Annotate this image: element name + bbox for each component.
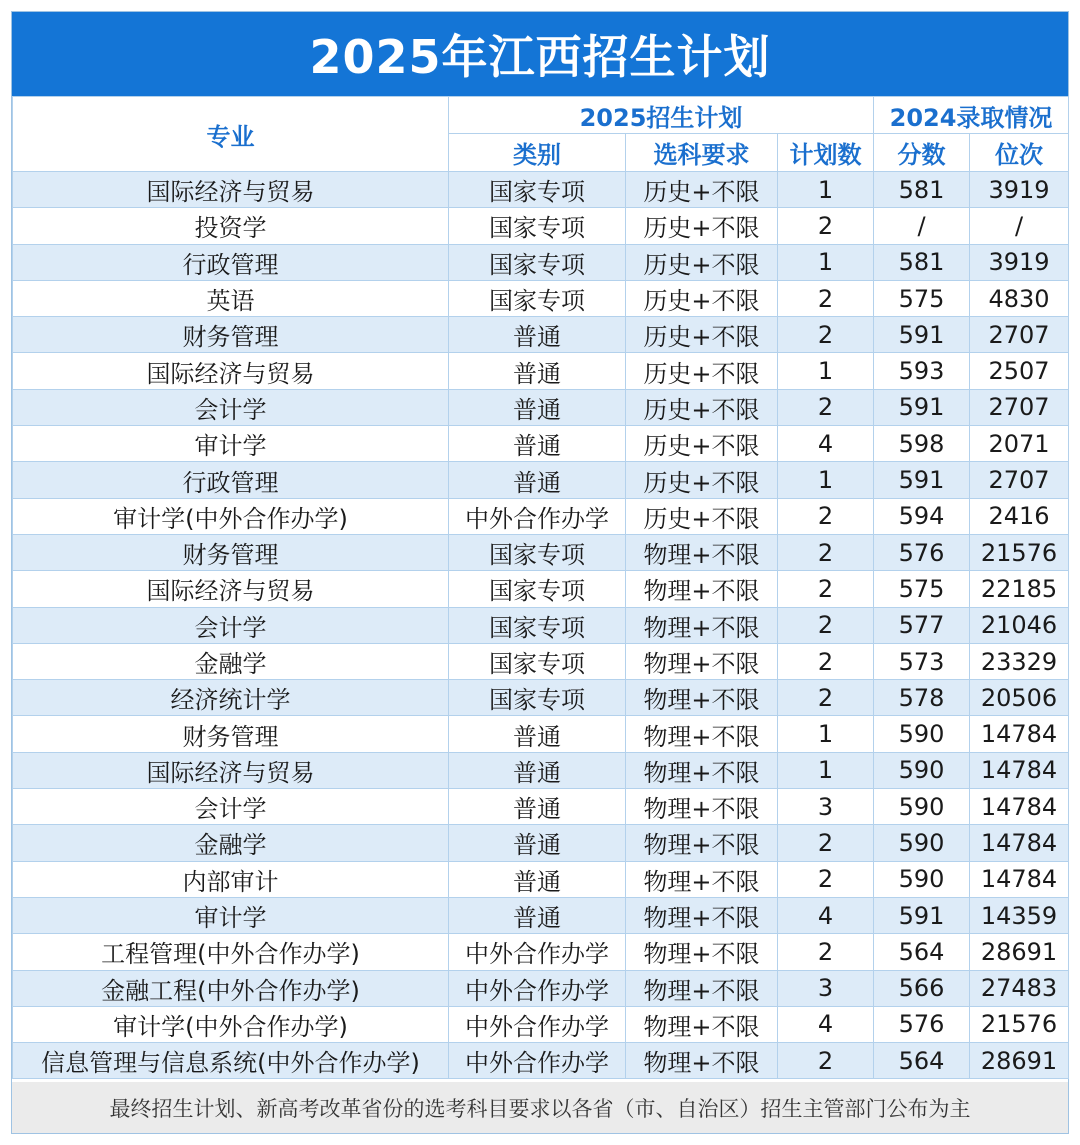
cell-major: 英语 [13, 280, 449, 316]
cell-score: 591 [874, 317, 970, 353]
cell-subjects: 历史+不限 [626, 498, 778, 534]
cell-category: 普通 [449, 389, 626, 425]
admission-table [12, 96, 1069, 1079]
cell-score: 576 [874, 1006, 970, 1042]
cell-subjects: 历史+不限 [626, 426, 778, 462]
cell-category: 国家专项 [449, 208, 626, 244]
cell-rank: 14784 [970, 752, 1069, 788]
cell-plan-count: 1 [778, 172, 874, 208]
cell-plan-count: 2 [778, 317, 874, 353]
cell-score: 564 [874, 1043, 970, 1079]
cell-plan-count: 2 [778, 825, 874, 861]
table-row [13, 1043, 1069, 1079]
cell-major: 审计学(中外合作办学) [13, 498, 449, 534]
cell-rank: 3919 [970, 172, 1069, 208]
cell-score: / [874, 208, 970, 244]
cell-score: 593 [874, 353, 970, 389]
page-title: 2025年江西招生计划 [12, 12, 1068, 96]
cell-score: 590 [874, 789, 970, 825]
cell-rank: 14784 [970, 825, 1069, 861]
cell-major: 财务管理 [13, 534, 449, 570]
cell-subjects: 物理+不限 [626, 1006, 778, 1042]
cell-major: 财务管理 [13, 716, 449, 752]
cell-plan-count: 2 [778, 534, 874, 570]
cell-major: 金融工程(中外合作办学) [13, 970, 449, 1006]
cell-score: 566 [874, 970, 970, 1006]
cell-rank: 21046 [970, 607, 1069, 643]
cell-major: 金融学 [13, 825, 449, 861]
cell-subjects: 物理+不限 [626, 970, 778, 1006]
cell-subjects: 历史+不限 [626, 208, 778, 244]
cell-score: 578 [874, 680, 970, 716]
table-row [13, 571, 1069, 607]
cell-rank: 14784 [970, 789, 1069, 825]
cell-category: 中外合作办学 [449, 498, 626, 534]
cell-plan-count: 3 [778, 970, 874, 1006]
cell-plan-count: 1 [778, 716, 874, 752]
cell-score: 594 [874, 498, 970, 534]
cell-score: 590 [874, 861, 970, 897]
table-row [13, 534, 1069, 570]
cell-category: 普通 [449, 752, 626, 788]
cell-major: 内部审计 [13, 861, 449, 897]
cell-rank: 20506 [970, 680, 1069, 716]
cell-plan-count: 2 [778, 1043, 874, 1079]
cell-rank: 3919 [970, 244, 1069, 280]
cell-category: 中外合作办学 [449, 1043, 626, 1079]
table-row [13, 353, 1069, 389]
cell-plan-count: 4 [778, 1006, 874, 1042]
table-row [13, 897, 1069, 933]
cell-category: 普通 [449, 716, 626, 752]
cell-category: 中外合作办学 [449, 970, 626, 1006]
header-plan-group: 2025招生计划 [449, 97, 874, 134]
cell-rank: 28691 [970, 1043, 1069, 1079]
cell-category: 普通 [449, 861, 626, 897]
cell-subjects: 物理+不限 [626, 897, 778, 933]
cell-subjects: 物理+不限 [626, 716, 778, 752]
cell-rank: 21576 [970, 1006, 1069, 1042]
cell-subjects: 物理+不限 [626, 789, 778, 825]
cell-plan-count: 2 [778, 607, 874, 643]
cell-category: 普通 [449, 825, 626, 861]
cell-plan-count: 4 [778, 897, 874, 933]
table-row [13, 752, 1069, 788]
cell-category: 国家专项 [449, 680, 626, 716]
cell-subjects: 历史+不限 [626, 317, 778, 353]
cell-score: 575 [874, 280, 970, 316]
cell-rank: 2707 [970, 317, 1069, 353]
cell-category: 国家专项 [449, 643, 626, 679]
cell-plan-count: 1 [778, 752, 874, 788]
table-row [13, 643, 1069, 679]
header-score: 分数 [874, 134, 970, 172]
cell-rank: 2707 [970, 462, 1069, 498]
cell-subjects: 历史+不限 [626, 244, 778, 280]
cell-subjects: 历史+不限 [626, 462, 778, 498]
cell-plan-count: 4 [778, 426, 874, 462]
cell-category: 国家专项 [449, 534, 626, 570]
cell-major: 国际经济与贸易 [13, 752, 449, 788]
cell-plan-count: 1 [778, 462, 874, 498]
cell-subjects: 物理+不限 [626, 861, 778, 897]
cell-subjects: 历史+不限 [626, 280, 778, 316]
cell-rank: 22185 [970, 571, 1069, 607]
cell-major: 行政管理 [13, 462, 449, 498]
cell-major: 财务管理 [13, 317, 449, 353]
cell-category: 国家专项 [449, 280, 626, 316]
cell-major: 审计学 [13, 426, 449, 462]
table-row [13, 280, 1069, 316]
cell-score: 581 [874, 244, 970, 280]
cell-category: 国家专项 [449, 172, 626, 208]
table-row [13, 716, 1069, 752]
table-row [13, 789, 1069, 825]
cell-subjects: 物理+不限 [626, 1043, 778, 1079]
header-category: 类别 [449, 134, 626, 172]
table-row [13, 934, 1069, 970]
cell-rank: 2071 [970, 426, 1069, 462]
cell-subjects: 历史+不限 [626, 353, 778, 389]
header-admit-group: 2024录取情况 [874, 97, 1069, 134]
cell-major: 行政管理 [13, 244, 449, 280]
cell-score: 591 [874, 462, 970, 498]
table-body [13, 172, 1069, 1079]
cell-category: 中外合作办学 [449, 934, 626, 970]
table-row [13, 389, 1069, 425]
cell-subjects: 物理+不限 [626, 643, 778, 679]
cell-rank: 2707 [970, 389, 1069, 425]
cell-subjects: 历史+不限 [626, 389, 778, 425]
cell-subjects: 物理+不限 [626, 607, 778, 643]
cell-rank: 4830 [970, 280, 1069, 316]
cell-score: 591 [874, 897, 970, 933]
cell-rank: 2507 [970, 353, 1069, 389]
table-row [13, 426, 1069, 462]
cell-subjects: 物理+不限 [626, 534, 778, 570]
table-row [13, 680, 1069, 716]
cell-rank: 27483 [970, 970, 1069, 1006]
cell-subjects: 历史+不限 [626, 172, 778, 208]
cell-plan-count: 2 [778, 643, 874, 679]
table-row [13, 244, 1069, 280]
cell-major: 投资学 [13, 208, 449, 244]
cell-score: 598 [874, 426, 970, 462]
cell-rank: 14784 [970, 861, 1069, 897]
cell-score: 573 [874, 643, 970, 679]
table-row [13, 607, 1069, 643]
cell-rank: 23329 [970, 643, 1069, 679]
cell-rank: 2416 [970, 498, 1069, 534]
header-plan-count: 计划数 [778, 134, 874, 172]
cell-score: 575 [874, 571, 970, 607]
cell-major: 国际经济与贸易 [13, 571, 449, 607]
cell-major: 审计学 [13, 897, 449, 933]
cell-score: 590 [874, 752, 970, 788]
plan-document [11, 11, 1069, 1134]
cell-rank: 21576 [970, 534, 1069, 570]
cell-score: 576 [874, 534, 970, 570]
cell-category: 普通 [449, 897, 626, 933]
cell-score: 590 [874, 825, 970, 861]
cell-plan-count: 2 [778, 680, 874, 716]
cell-plan-count: 2 [778, 208, 874, 244]
cell-major: 审计学(中外合作办学) [13, 1006, 449, 1042]
cell-rank: / [970, 208, 1069, 244]
cell-major: 会计学 [13, 607, 449, 643]
cell-major: 国际经济与贸易 [13, 172, 449, 208]
cell-subjects: 物理+不限 [626, 571, 778, 607]
header-rank: 位次 [970, 134, 1069, 172]
cell-subjects: 物理+不限 [626, 934, 778, 970]
cell-major: 经济统计学 [13, 680, 449, 716]
cell-major: 会计学 [13, 789, 449, 825]
cell-major: 国际经济与贸易 [13, 353, 449, 389]
cell-category: 国家专项 [449, 607, 626, 643]
cell-major: 信息管理与信息系统(中外合作办学) [13, 1043, 449, 1079]
cell-major: 金融学 [13, 643, 449, 679]
cell-plan-count: 2 [778, 389, 874, 425]
cell-subjects: 物理+不限 [626, 752, 778, 788]
cell-score: 564 [874, 934, 970, 970]
cell-score: 591 [874, 389, 970, 425]
cell-plan-count: 1 [778, 244, 874, 280]
footer-note: 最终招生计划、新高考改革省份的选考科目要求以各省（市、自治区）招生主管部门公布为主 [12, 1082, 1068, 1133]
cell-plan-count: 2 [778, 861, 874, 897]
cell-category: 国家专项 [449, 244, 626, 280]
cell-plan-count: 2 [778, 498, 874, 534]
table-row [13, 825, 1069, 861]
cell-score: 590 [874, 716, 970, 752]
cell-category: 国家专项 [449, 571, 626, 607]
cell-category: 普通 [449, 426, 626, 462]
cell-category: 普通 [449, 353, 626, 389]
cell-major: 工程管理(中外合作办学) [13, 934, 449, 970]
cell-plan-count: 1 [778, 353, 874, 389]
table-row [13, 1006, 1069, 1042]
cell-subjects: 物理+不限 [626, 680, 778, 716]
cell-category: 中外合作办学 [449, 1006, 626, 1042]
cell-rank: 14784 [970, 716, 1069, 752]
table-row [13, 462, 1069, 498]
cell-category: 普通 [449, 317, 626, 353]
cell-rank: 28691 [970, 934, 1069, 970]
cell-subjects: 物理+不限 [626, 825, 778, 861]
cell-category: 普通 [449, 789, 626, 825]
table-row [13, 208, 1069, 244]
table-row [13, 317, 1069, 353]
table-row [13, 970, 1069, 1006]
table-row [13, 498, 1069, 534]
cell-plan-count: 2 [778, 571, 874, 607]
cell-category: 普通 [449, 462, 626, 498]
cell-score: 581 [874, 172, 970, 208]
table-row [13, 861, 1069, 897]
cell-major: 会计学 [13, 389, 449, 425]
cell-plan-count: 2 [778, 280, 874, 316]
cell-plan-count: 3 [778, 789, 874, 825]
cell-plan-count: 2 [778, 934, 874, 970]
cell-rank: 14359 [970, 897, 1069, 933]
header-major: 专业 [13, 97, 449, 172]
cell-score: 577 [874, 607, 970, 643]
header-subjects: 选科要求 [626, 134, 778, 172]
table-row [13, 172, 1069, 208]
